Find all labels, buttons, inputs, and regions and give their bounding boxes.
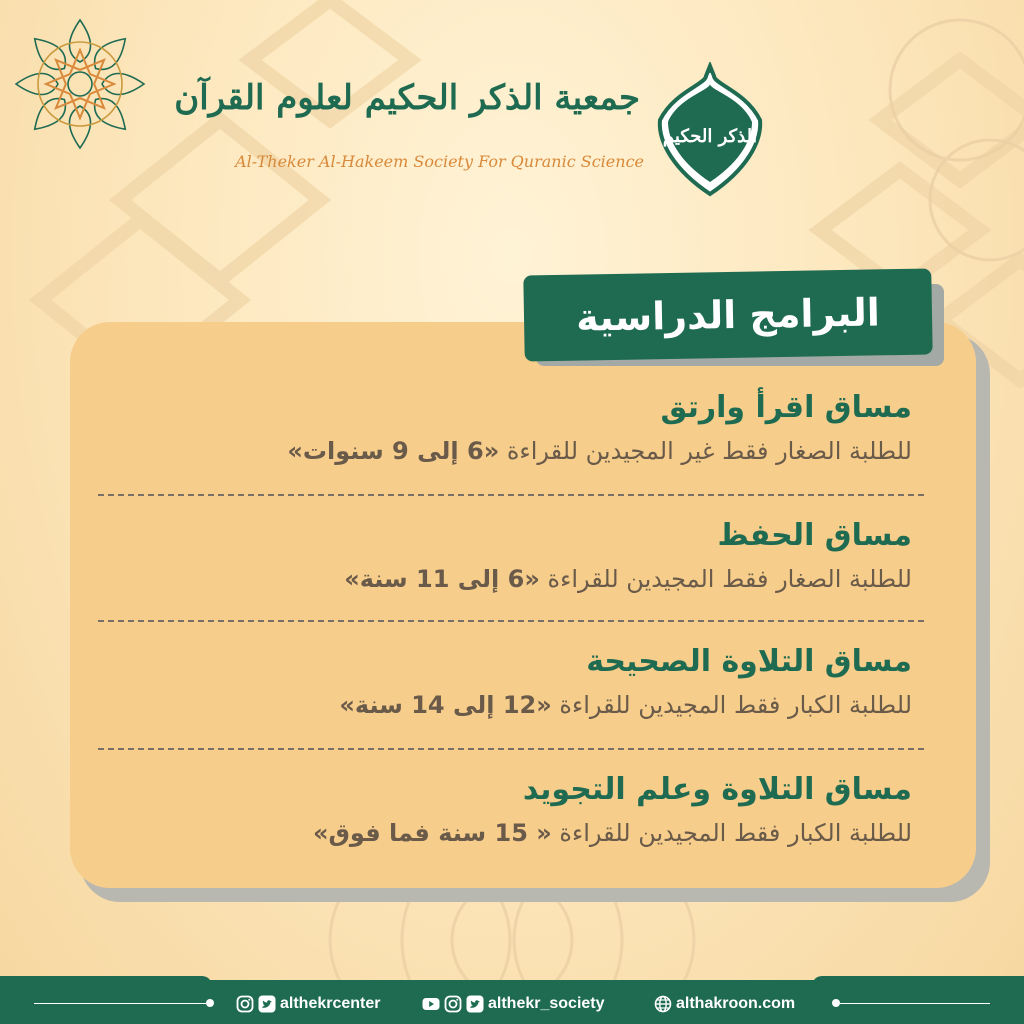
org-name-english: Al-Theker Al-Hakeem Society For Quranic Science — [235, 152, 644, 171]
youtube-icon[interactable] — [422, 995, 440, 1013]
footer-website[interactable] — [654, 992, 795, 1016]
program-divider — [98, 748, 924, 750]
footer-dot-left — [206, 999, 214, 1007]
program-description — [112, 434, 912, 468]
program-description — [112, 816, 912, 850]
footer-website-url[interactable]: althakroon.com — [676, 995, 796, 1012]
program-age-range: « 15 سنة فما فوق» — [312, 819, 552, 847]
globe-icon[interactable] — [654, 995, 672, 1013]
org-name-arabic: جمعية الذكر الحكيم لعلوم القرآن — [174, 78, 640, 118]
instagram-icon[interactable] — [236, 995, 254, 1013]
footer-handle-society[interactable]: althekr_society — [488, 995, 605, 1012]
footer-line-right — [840, 1003, 990, 1004]
instagram-icon[interactable] — [444, 995, 462, 1013]
rosette-ornament — [8, 12, 152, 156]
footer-social-center[interactable] — [236, 992, 381, 1016]
footer-social-society[interactable] — [422, 992, 605, 1016]
program-title: مساق اقرأ وارتق — [660, 390, 912, 425]
program-age-range: «12 إلى 14 سنة» — [339, 691, 552, 719]
program-title: مساق الحفظ — [717, 518, 912, 553]
program-title: مساق التلاوة الصحيحة — [586, 644, 912, 679]
program-description — [112, 562, 912, 596]
program-title: مساق التلاوة وعلم التجويد — [522, 772, 912, 807]
page-title: البرامج الدراسية — [575, 290, 881, 340]
program-item-3 — [112, 642, 912, 722]
twitter-icon[interactable] — [466, 995, 484, 1013]
program-description — [112, 688, 912, 722]
footer-line-left — [34, 1003, 206, 1004]
program-audience: للطلبة الكبار فقط المجيدين للقراءة — [559, 819, 912, 847]
title-banner — [523, 268, 932, 361]
program-audience: للطلبة الصغار فقط غير المجيدين للقراءة — [506, 437, 912, 465]
program-age-range: «6 إلى 11 سنة» — [344, 565, 540, 593]
program-item-2 — [112, 516, 912, 596]
twitter-icon[interactable] — [258, 995, 276, 1013]
program-audience: للطلبة الصغار فقط المجيدين للقراءة — [547, 565, 912, 593]
emblem-text: الذكر الحكيم — [662, 126, 758, 147]
program-item-4 — [112, 770, 912, 850]
program-item-1 — [112, 388, 912, 468]
footer-dot-right — [832, 999, 840, 1007]
program-age-range: «6 إلى 9 سنوات» — [287, 437, 500, 465]
footer-handle-center[interactable]: althekrcenter — [280, 995, 381, 1012]
program-divider — [98, 494, 924, 496]
program-audience: للطلبة الكبار فقط المجيدين للقراءة — [559, 691, 912, 719]
logo-emblem — [650, 62, 770, 198]
program-divider — [98, 620, 924, 622]
